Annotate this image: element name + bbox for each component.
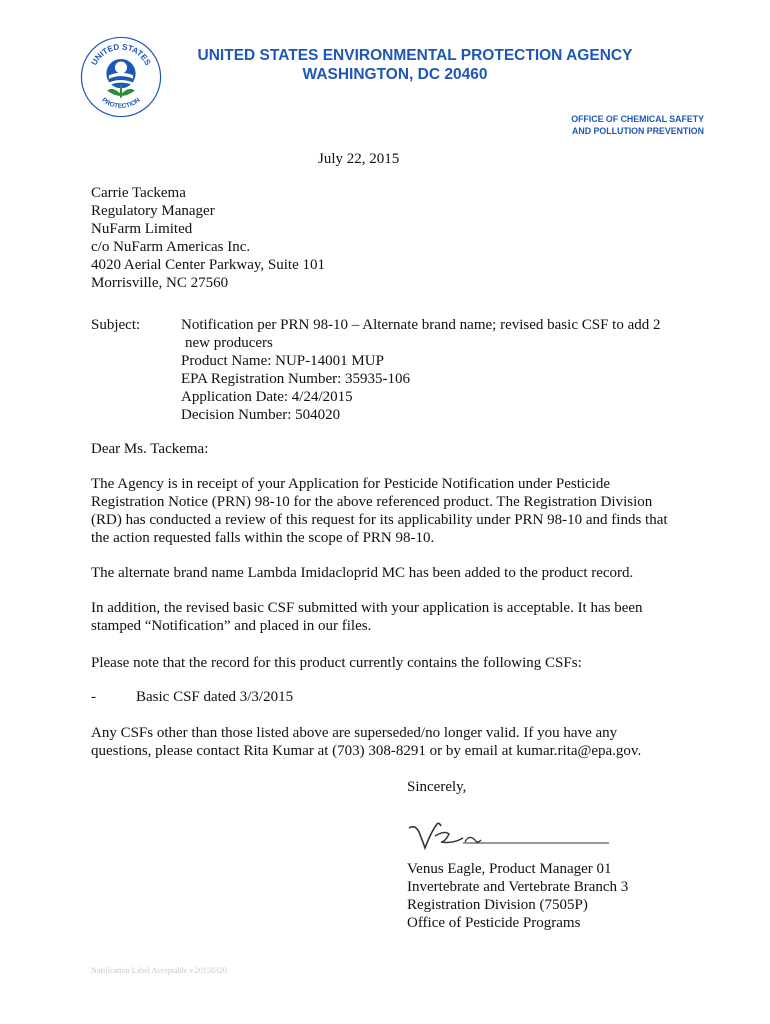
paragraph-csf-accepted	[91, 599, 691, 635]
signer-line: Registration Division (7505P)	[407, 897, 588, 913]
paragraph-line: The Agency is in receipt of your Application for Pesticide Notification under Pesticide	[91, 476, 611, 492]
recipient-line: 4020 Aerial Center Parkway, Suite 101	[91, 257, 325, 273]
paragraph-line: The alternate brand name Lambda Imidacloprid MC has been added to the product record.	[91, 565, 634, 581]
office-name	[571, 113, 704, 137]
agency-city: WASHINGTON, DC 20460	[302, 66, 488, 83]
paragraph-line: the action requested falls within the scope of PRN 98-10.	[91, 530, 435, 546]
recipient-line: Morrisville, NC 27560	[91, 275, 229, 291]
signer-line: Venus Eagle, Product Manager 01	[407, 861, 612, 877]
subject-label: Subject:	[91, 317, 141, 333]
subject-line: Decision Number: 504020	[181, 407, 341, 423]
agency-name: UNITED STATES ENVIRONMENTAL PROTECTION AGENCY	[197, 47, 633, 64]
office-line-1: OFFICE OF CHEMICAL SAFETY	[571, 114, 704, 124]
agency-header	[0, 46, 770, 84]
subject-block	[181, 316, 681, 424]
paragraph-brand-name	[91, 564, 691, 582]
paragraph-csf-record	[91, 654, 691, 672]
paragraph-contact	[91, 724, 691, 760]
closing: Sincerely,	[407, 779, 467, 795]
letter-date: July 22, 2015	[318, 151, 400, 167]
paragraph-line: In addition, the revised basic CSF submitted with your application is acceptable. It has been	[91, 600, 643, 616]
paragraph-line: Please note that the record for this product currently contains the following CSFs:	[91, 655, 582, 671]
paragraph-line: Any CSFs other than those listed above are superseded/no longer valid. If you have any	[91, 725, 618, 741]
paragraph-line: Registration Notice (PRN) 98-10 for the above referenced product. The Registration Division	[91, 494, 653, 510]
recipient-line: c/o NuFarm Americas Inc.	[91, 239, 251, 255]
signature-block	[407, 860, 628, 932]
signer-line: Office of Pesticide Programs	[407, 915, 581, 931]
recipient-line: Regulatory Manager	[91, 203, 215, 219]
paragraph-line: stamped “Notification” and placed in our files.	[91, 618, 372, 634]
signer-line: Invertebrate and Vertebrate Branch 3	[407, 879, 629, 895]
paragraph-receipt	[91, 475, 691, 547]
seal-text-bottom: PROTECTION	[100, 96, 142, 111]
list-bullet-dash: -	[91, 689, 96, 705]
subject-line: Application Date: 4/24/2015	[181, 389, 353, 405]
handwritten-signature	[405, 812, 615, 856]
footer-label: Notification Label Acceptable v.20150320	[91, 966, 227, 975]
recipient-address	[91, 184, 325, 292]
greeting: Dear Ms. Tackema:	[91, 441, 209, 457]
subject-line: Notification per PRN 98-10 – Alternate brand name; revised basic CSF to add 2	[181, 317, 661, 333]
paragraph-line: (RD) has conducted a review of this request for its applicability under PRN 98-10 and finds that	[91, 512, 668, 528]
svg-text:PROTECTION	[100, 97, 142, 111]
office-line-2: AND POLLUTION PREVENTION	[572, 126, 704, 136]
recipient-line: NuFarm Limited	[91, 221, 193, 237]
subject-line: Product Name: NUP-14001 MUP	[181, 353, 384, 369]
paragraph-line: questions, please contact Rita Kumar at (703) 308-8291 or by email at kumar.rita@epa.gov.	[91, 743, 642, 759]
subject-line: new producers	[185, 335, 273, 351]
seal-text-top: UNITED STATES	[89, 42, 153, 67]
recipient-line: Carrie Tackema	[91, 185, 186, 201]
csf-list-item: Basic CSF dated 3/3/2015	[136, 689, 294, 705]
subject-line: EPA Registration Number: 35935-106	[181, 371, 411, 387]
